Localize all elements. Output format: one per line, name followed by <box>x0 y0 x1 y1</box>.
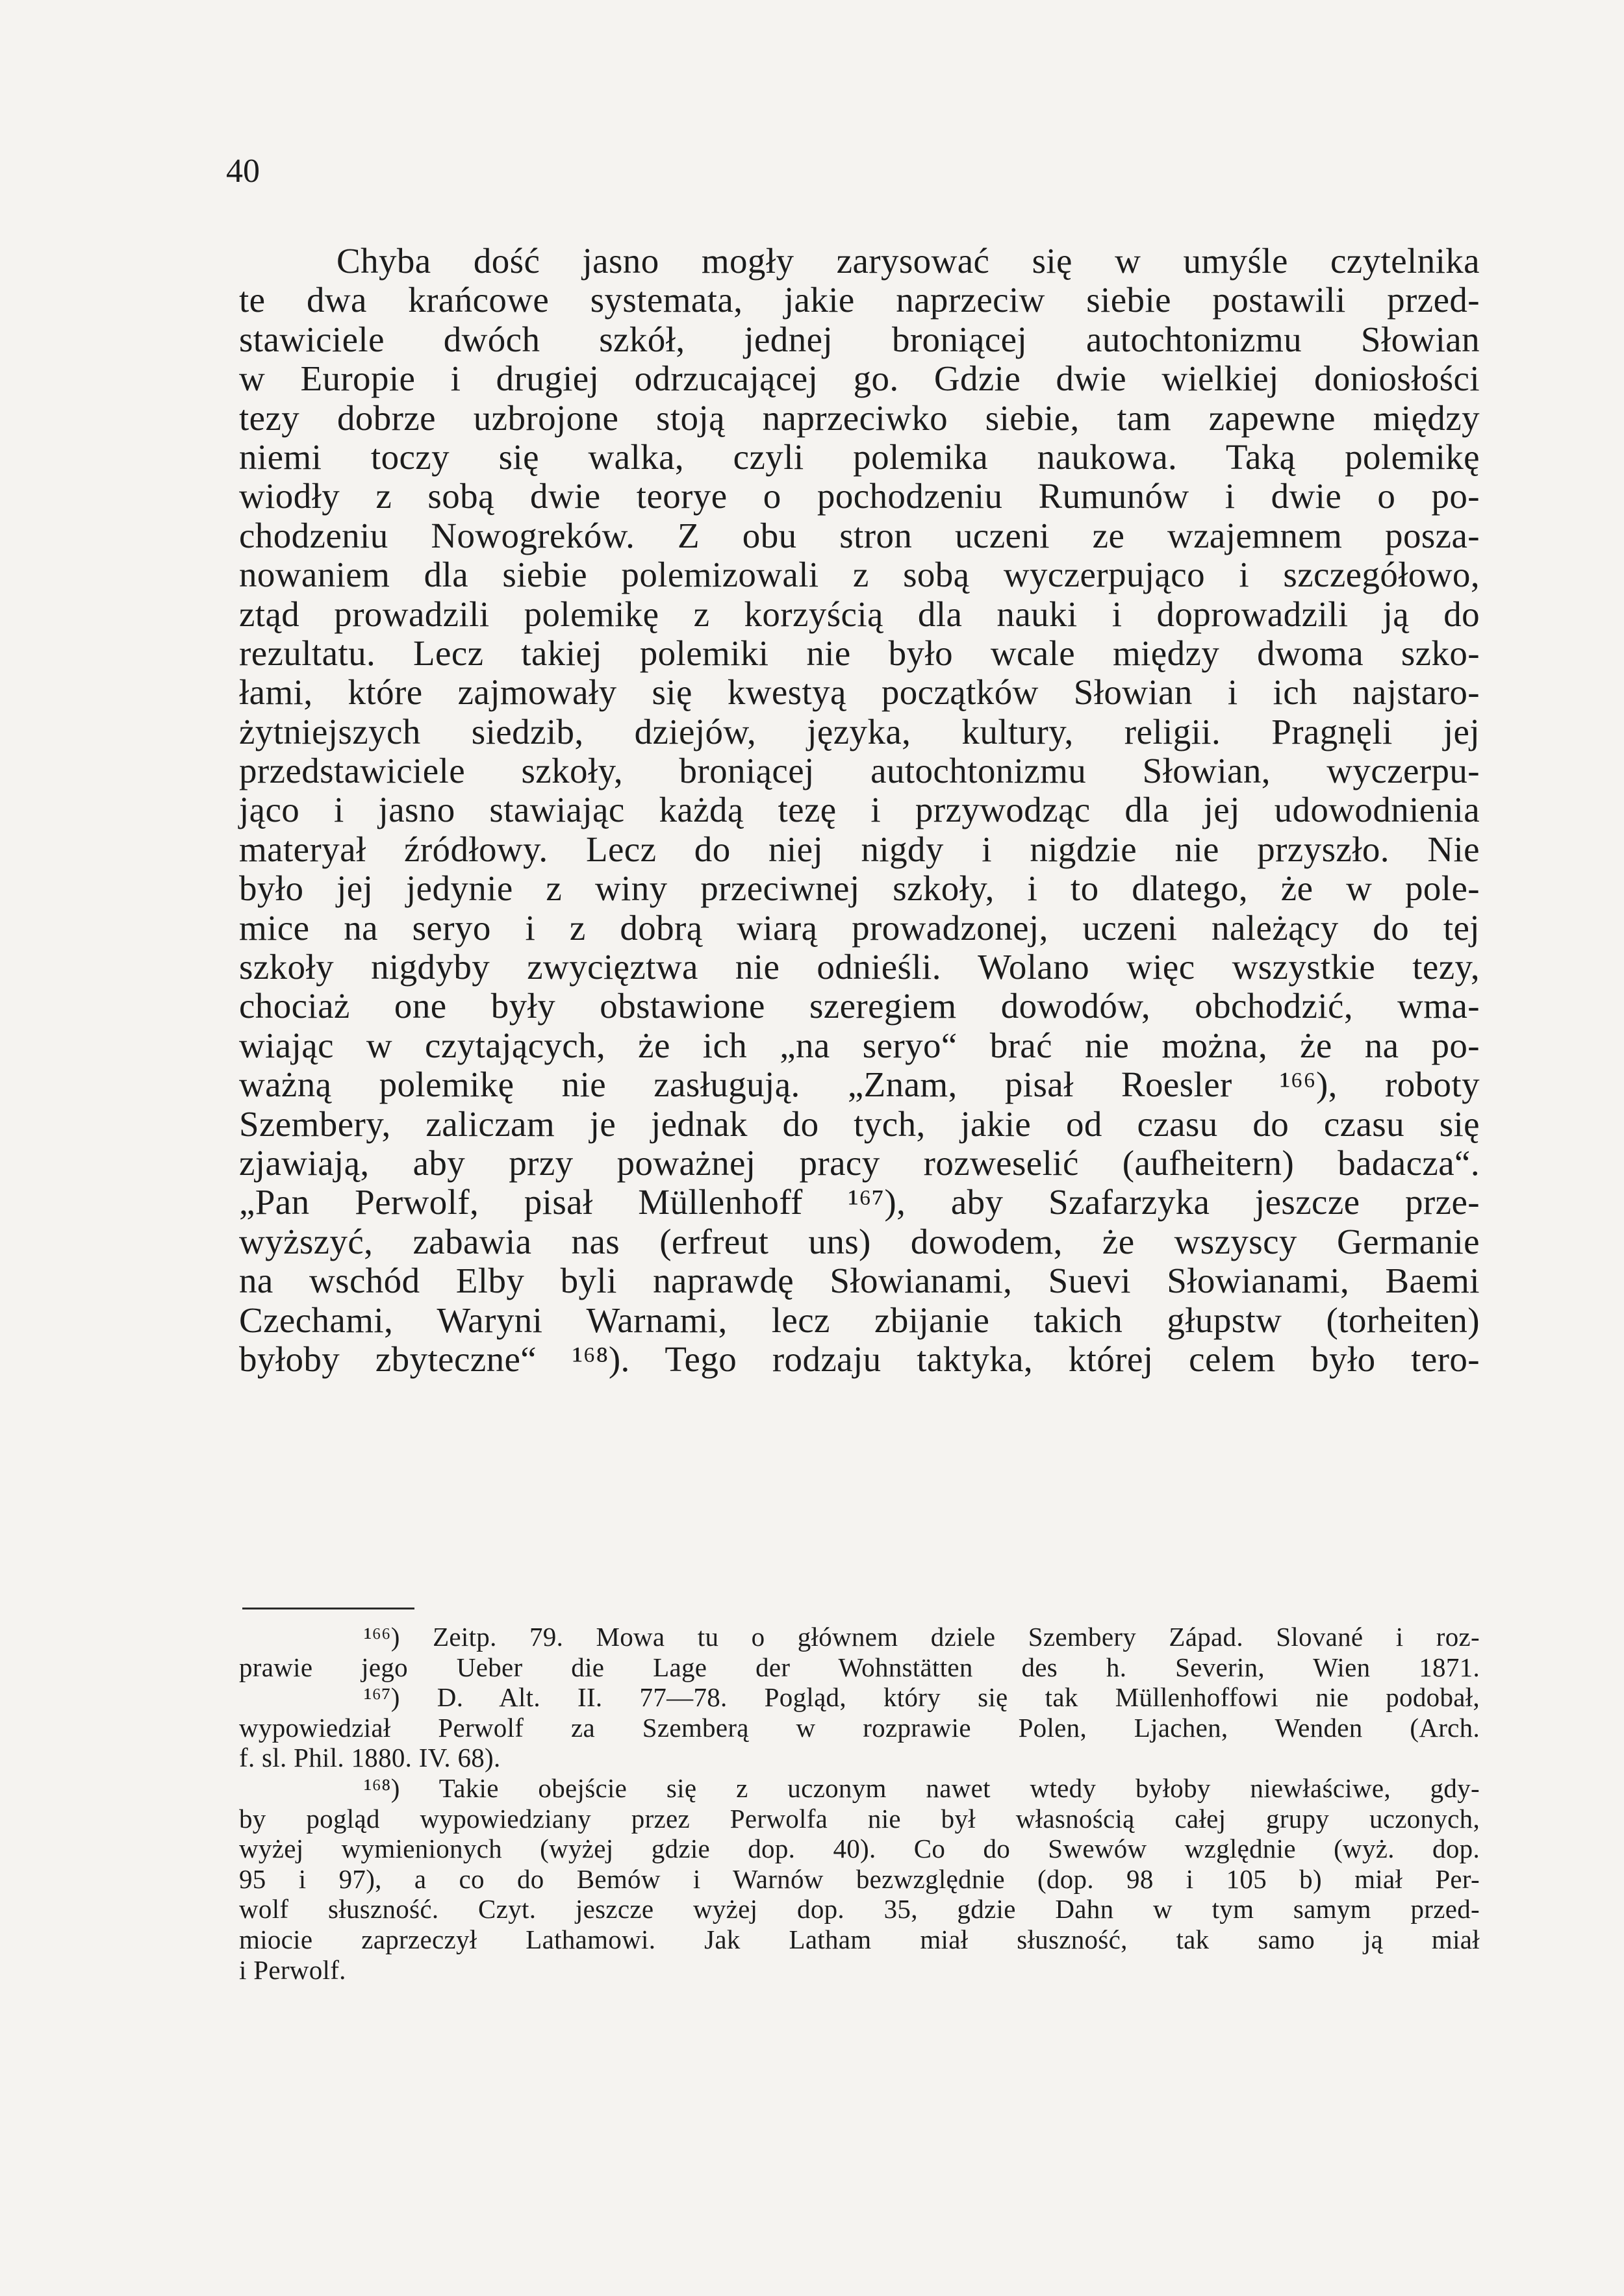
text-line: wiodły z sobą dwie teorye o pochodzeniu Rumunów i dwie o po- <box>239 476 1480 516</box>
text-line: nowaniem dla siebie polemizowali z sobą wyczerpująco i szczegółowo, <box>239 555 1480 595</box>
text-line: stawiciele dwóch szkół, jednej broniącej autochtonizmu Słowian <box>239 319 1480 359</box>
text-line: ważną polemikę nie zasługują. „Znam, pisał Roesler ¹⁶⁶), roboty <box>239 1065 1480 1105</box>
text-line: ztąd prowadzili polemikę z korzyścią dla nauki i doprowadzili ją do <box>239 594 1480 634</box>
text-line: te dwa krańcowe systemata, jakie naprzeciw siebie postawili przed- <box>239 280 1480 320</box>
text-line: na wschód Elby byli naprawdę Słowianami, Suevi Słowianami, Baemi <box>239 1261 1480 1301</box>
footnote-line: ¹⁶⁶) Zeitp. 79. Mowa tu o głównem dziele Szembery Západ. Slované i roz- <box>364 1622 1480 1652</box>
footnote-line: miocie zaprzeczył Lathamowi. Jak Latham miał słuszność, tak samo ją miał <box>239 1924 1480 1954</box>
footnote-line: wolf słuszność. Czyt. jeszcze wyżej dop. 35, gdzie Dahn w tym samym przed- <box>239 1894 1480 1924</box>
text-line: byłoby zbyteczne“ ¹⁶⁸). Tego rodzaju taktyka, której celem było tero- <box>239 1339 1480 1379</box>
text-line: żytniejszych siedzib, dziejów, języka, kultury, religii. Pragnęli jej <box>239 711 1480 751</box>
footnotes <box>239 1622 1480 1985</box>
text-line: wiając w czytających, że ich „na seryo“ brać nie można, że na po- <box>239 1025 1480 1065</box>
text-line: Czechami, Waryni Warnami, lecz zbijanie takich głupstw (torheiten) <box>239 1300 1480 1340</box>
footnote-line: ¹⁶⁷) D. Alt. II. 77—78. Pogląd, który się tak Müllenhoffowi nie podobał, <box>364 1682 1480 1713</box>
page-number: 40 <box>226 153 260 190</box>
text-line: wyższyć, zabawia nas (erfreut uns) dowodem, że wszyscy Germanie <box>239 1221 1480 1261</box>
text-line: zjawiają, aby przy poważnej pracy rozweselić (aufheitern) badacza“. <box>239 1142 1480 1183</box>
footnote-line: 95 i 97), a co do Bemów i Warnów bezwzględnie (dop. 98 i 105 b) miał Per- <box>239 1863 1480 1894</box>
text-line: przedstawiciele szkoły, broniącej autochtonizmu Słowian, wyczerpu- <box>239 751 1480 791</box>
text-line: jąco i jasno stawiając każdą tezę i przywodząc dla jej udowodnienia <box>239 790 1480 830</box>
text-line: chodzeniu Nowogreków. Z obu stron uczeni ze wzajemnem posza- <box>239 515 1480 555</box>
footnote-line: by pogląd wypowiedziany przez Perwolfa nie był własnością całej grupy uczonych, <box>239 1803 1480 1834</box>
footnote-line: prawie jego Ueber die Lage der Wohnstätten des h. Severin, Wien 1871. <box>239 1652 1480 1682</box>
footnote-line: f. sl. Phil. 1880. IV. 68). <box>239 1743 501 1773</box>
footnote-line: i Perwolf. <box>239 1954 346 1985</box>
text-line: Chyba dość jasno mogły zarysować się w umyśle czytelnika <box>336 241 1480 281</box>
text-line: mice na seryo i z dobrą wiarą prowadzonej, uczeni należący do tej <box>239 907 1480 948</box>
text-line: szkoły nigdyby zwycięztwa nie odnieśli. Wolano więc wszystkie tezy, <box>239 947 1480 987</box>
text-line: chociaż one były obstawione szeregiem dowodów, obchodzić, wma- <box>239 986 1480 1026</box>
footnote-line: ¹⁶⁸) Takie obejście się z uczonym nawet wtedy byłoby niewłaściwe, gdy- <box>364 1772 1480 1803</box>
text-line: w Europie i drugiej odrzucającej go. Gdzie dwie wielkiej doniosłości <box>239 359 1480 399</box>
main-text <box>239 242 1480 1379</box>
text-line: rezultatu. Lecz takiej polemiki nie było wcale między dwoma szko- <box>239 633 1480 673</box>
footnote-line: wypowiedział Perwolf za Szemberą w rozprawie Polen, Ljachen, Wenden (Arch. <box>239 1712 1480 1743</box>
footnote-line: wyżej wymienionych (wyżej gdzie dop. 40). Co do Swewów względnie (wyż. dop. <box>239 1834 1480 1864</box>
text-line: Szembery, zaliczam je jednak do tych, jakie od czasu do czasu się <box>239 1104 1480 1144</box>
text-line: było jej jedynie z winy przeciwnej szkoły, i to dlatego, że w pole- <box>239 868 1480 909</box>
text-line: tezy dobrze uzbrojone stoją naprzeciwko siebie, tam zapewne między <box>239 397 1480 438</box>
text-line: materyał źródłowy. Lecz do niej nigdy i nigdzie nie przyszło. Nie <box>239 829 1480 869</box>
text-line: niemi toczy się walka, czyli polemika naukowa. Taką polemikę <box>239 436 1480 477</box>
text-line: „Pan Perwolf, pisał Müllenhoff ¹⁶⁷), aby Szafarzyka jeszcze prze- <box>239 1182 1480 1222</box>
footnote-separator <box>242 1608 414 1609</box>
text-line: łami, które zajmowały się kwestyą początków Słowian i ich najstaro- <box>239 672 1480 713</box>
